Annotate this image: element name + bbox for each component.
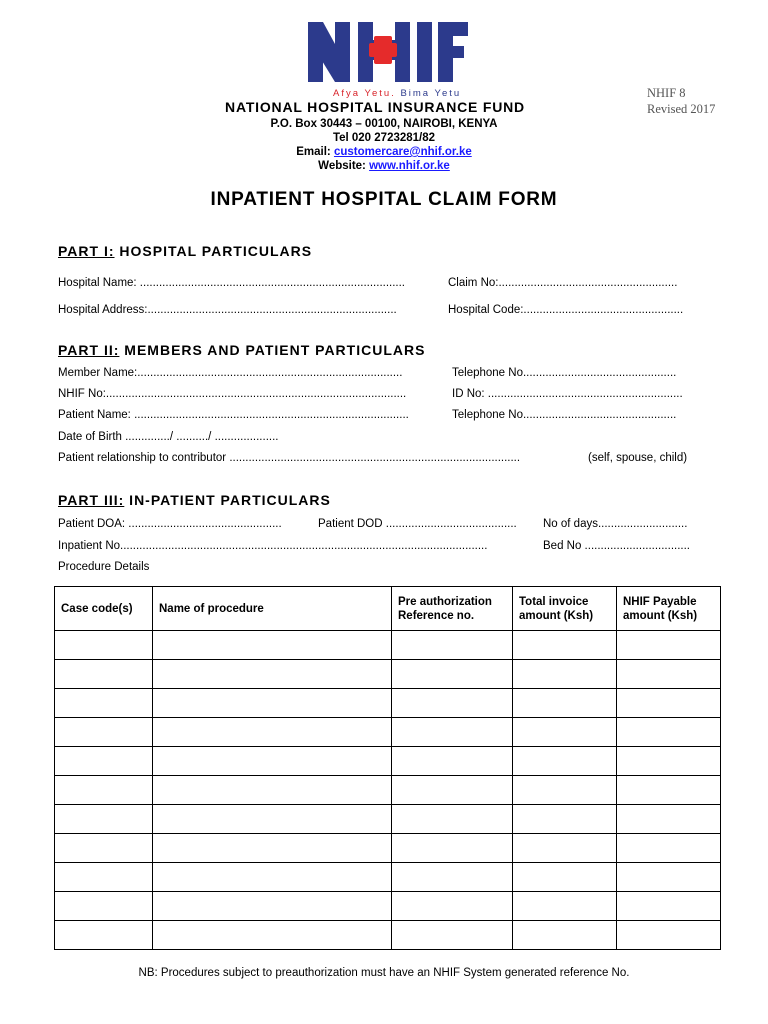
- table-cell[interactable]: [392, 747, 513, 776]
- email-line: Email: customercare@nhif.or.ke: [296, 146, 472, 158]
- col-preauth-ref: Pre authorization Reference no.: [392, 587, 513, 631]
- table-cell[interactable]: [55, 834, 153, 863]
- nhif-no-field[interactable]: NHIF No:..............................................................................................: [58, 388, 407, 400]
- table-cell[interactable]: [55, 805, 153, 834]
- patient-name-field[interactable]: Patient Name: ......................................................................................: [58, 409, 409, 421]
- table-row: [55, 631, 721, 660]
- table-cell[interactable]: [617, 834, 721, 863]
- table-cell[interactable]: [513, 718, 617, 747]
- table-row: [55, 834, 721, 863]
- table-cell[interactable]: [617, 689, 721, 718]
- part2-heading: PART II: MEMBERS AND PATIENT PARTICULARS: [58, 342, 426, 358]
- table-cell[interactable]: [153, 776, 392, 805]
- table-header-row: [55, 587, 721, 631]
- patient-doa-field[interactable]: Patient DOA: ................................................: [58, 518, 282, 530]
- part3-heading: PART III: IN-PATIENT PARTICULARS: [58, 492, 331, 508]
- table-cell[interactable]: [392, 776, 513, 805]
- table-cell[interactable]: [153, 747, 392, 776]
- table-cell[interactable]: [55, 776, 153, 805]
- email-link[interactable]: customercare@nhif.or.ke: [333, 146, 472, 158]
- table-cell[interactable]: [513, 863, 617, 892]
- table-cell[interactable]: [513, 660, 617, 689]
- table-cell[interactable]: [392, 805, 513, 834]
- table-cell[interactable]: [392, 863, 513, 892]
- member-telephone-field[interactable]: Telephone No................................................: [452, 367, 677, 379]
- table-cell[interactable]: [617, 921, 721, 950]
- table-row: [55, 863, 721, 892]
- table-cell[interactable]: [153, 834, 392, 863]
- form-number: NHIF 8: [647, 86, 686, 100]
- footer-note: NB: Procedures subject to preauthorization must have an NHIF System generated reference No.: [138, 967, 630, 979]
- hospital-name-field[interactable]: Hospital Name: ...................................................................................: [58, 277, 405, 289]
- relationship-field[interactable]: Patient relationship to contributor ...........................................................................................: [58, 452, 521, 464]
- table-cell[interactable]: [55, 631, 153, 660]
- logo-tagline: Afya Yetu. Bima Yetu: [333, 88, 462, 99]
- table-cell[interactable]: [513, 834, 617, 863]
- telephone: Tel 020 2723281/82: [332, 132, 436, 144]
- table-cell[interactable]: [617, 631, 721, 660]
- col-procedure-name: Name of procedure: [153, 587, 392, 631]
- table-cell[interactable]: [617, 892, 721, 921]
- procedure-table: [54, 586, 721, 950]
- table-row: [55, 892, 721, 921]
- nhif-logo: [305, 18, 470, 86]
- table-cell[interactable]: [513, 892, 617, 921]
- part1-heading: PART I: HOSPITAL PARTICULARS: [58, 243, 313, 259]
- table-cell[interactable]: [153, 805, 392, 834]
- table-cell[interactable]: [55, 921, 153, 950]
- table-cell[interactable]: [617, 747, 721, 776]
- table-row: [55, 805, 721, 834]
- table-row: [55, 718, 721, 747]
- table-cell[interactable]: [513, 747, 617, 776]
- table-cell[interactable]: [55, 892, 153, 921]
- patient-telephone-field[interactable]: Telephone No................................................: [452, 409, 677, 421]
- organization-name: NATIONAL HOSPITAL INSURANCE FUND: [225, 99, 525, 115]
- id-no-field[interactable]: ID No: .............................................................: [452, 388, 683, 400]
- table-cell[interactable]: [55, 747, 153, 776]
- no-of-days-field[interactable]: No of days............................: [543, 518, 688, 530]
- table-cell[interactable]: [617, 660, 721, 689]
- table-cell[interactable]: [617, 863, 721, 892]
- patient-dod-field[interactable]: Patient DOD .........................................: [318, 518, 517, 530]
- table-cell[interactable]: [392, 689, 513, 718]
- website-line: Website: www.nhif.or.ke: [318, 160, 450, 172]
- table-row: [55, 747, 721, 776]
- table-cell[interactable]: [513, 921, 617, 950]
- table-cell[interactable]: [513, 689, 617, 718]
- table-cell[interactable]: [55, 863, 153, 892]
- website-link[interactable]: www.nhif.or.ke: [369, 160, 450, 172]
- postal-address: P.O. Box 30443 – 00100, NAIROBI, KENYA: [270, 118, 498, 130]
- relationship-hint: (self, spouse, child): [588, 452, 688, 464]
- hospital-address-field[interactable]: Hospital Address:..............................................................................: [58, 304, 397, 316]
- col-total-invoice: Total invoice amount (Ksh): [513, 587, 617, 631]
- claim-no-field[interactable]: Claim No:........................................................: [448, 277, 678, 289]
- table-cell[interactable]: [513, 776, 617, 805]
- table-cell[interactable]: [617, 776, 721, 805]
- table-cell[interactable]: [392, 892, 513, 921]
- table-cell[interactable]: [392, 921, 513, 950]
- table-cell[interactable]: [513, 631, 617, 660]
- hospital-code-field[interactable]: Hospital Code:..................................................: [448, 304, 684, 316]
- table-row: [55, 660, 721, 689]
- table-cell[interactable]: [153, 921, 392, 950]
- table-cell[interactable]: [55, 718, 153, 747]
- table-cell[interactable]: [153, 689, 392, 718]
- table-cell[interactable]: [55, 660, 153, 689]
- table-cell[interactable]: [392, 834, 513, 863]
- procedure-details-label: Procedure Details: [58, 561, 150, 573]
- table-cell[interactable]: [617, 718, 721, 747]
- table-row: [55, 689, 721, 718]
- member-name-field[interactable]: Member Name:...................................................................................: [58, 367, 403, 379]
- form-title: INPATIENT HOSPITAL CLAIM FORM: [210, 189, 558, 210]
- bed-no-field[interactable]: Bed No .................................: [543, 540, 690, 552]
- col-case-code: Case code(s): [55, 587, 153, 631]
- table-cell[interactable]: [153, 892, 392, 921]
- table-cell[interactable]: [392, 631, 513, 660]
- table-cell[interactable]: [153, 863, 392, 892]
- table-row: [55, 776, 721, 805]
- organization-header: [0, 99, 768, 173]
- table-cell[interactable]: [617, 805, 721, 834]
- col-nhif-payable: NHIF Payable amount (Ksh): [617, 587, 721, 631]
- table-cell[interactable]: [513, 805, 617, 834]
- table-cell[interactable]: [392, 660, 513, 689]
- table-cell[interactable]: [55, 689, 153, 718]
- table-row: [55, 921, 721, 950]
- table-cell[interactable]: [153, 718, 392, 747]
- inpatient-no-field[interactable]: Inpatient No...................................................................................................................: [58, 540, 488, 552]
- revision-date: Revised 2017: [647, 102, 716, 116]
- table-cell[interactable]: [392, 718, 513, 747]
- table-cell[interactable]: [153, 631, 392, 660]
- date-of-birth-field[interactable]: Date of Birth ............../ ........../ ....................: [58, 431, 279, 443]
- table-cell[interactable]: [153, 660, 392, 689]
